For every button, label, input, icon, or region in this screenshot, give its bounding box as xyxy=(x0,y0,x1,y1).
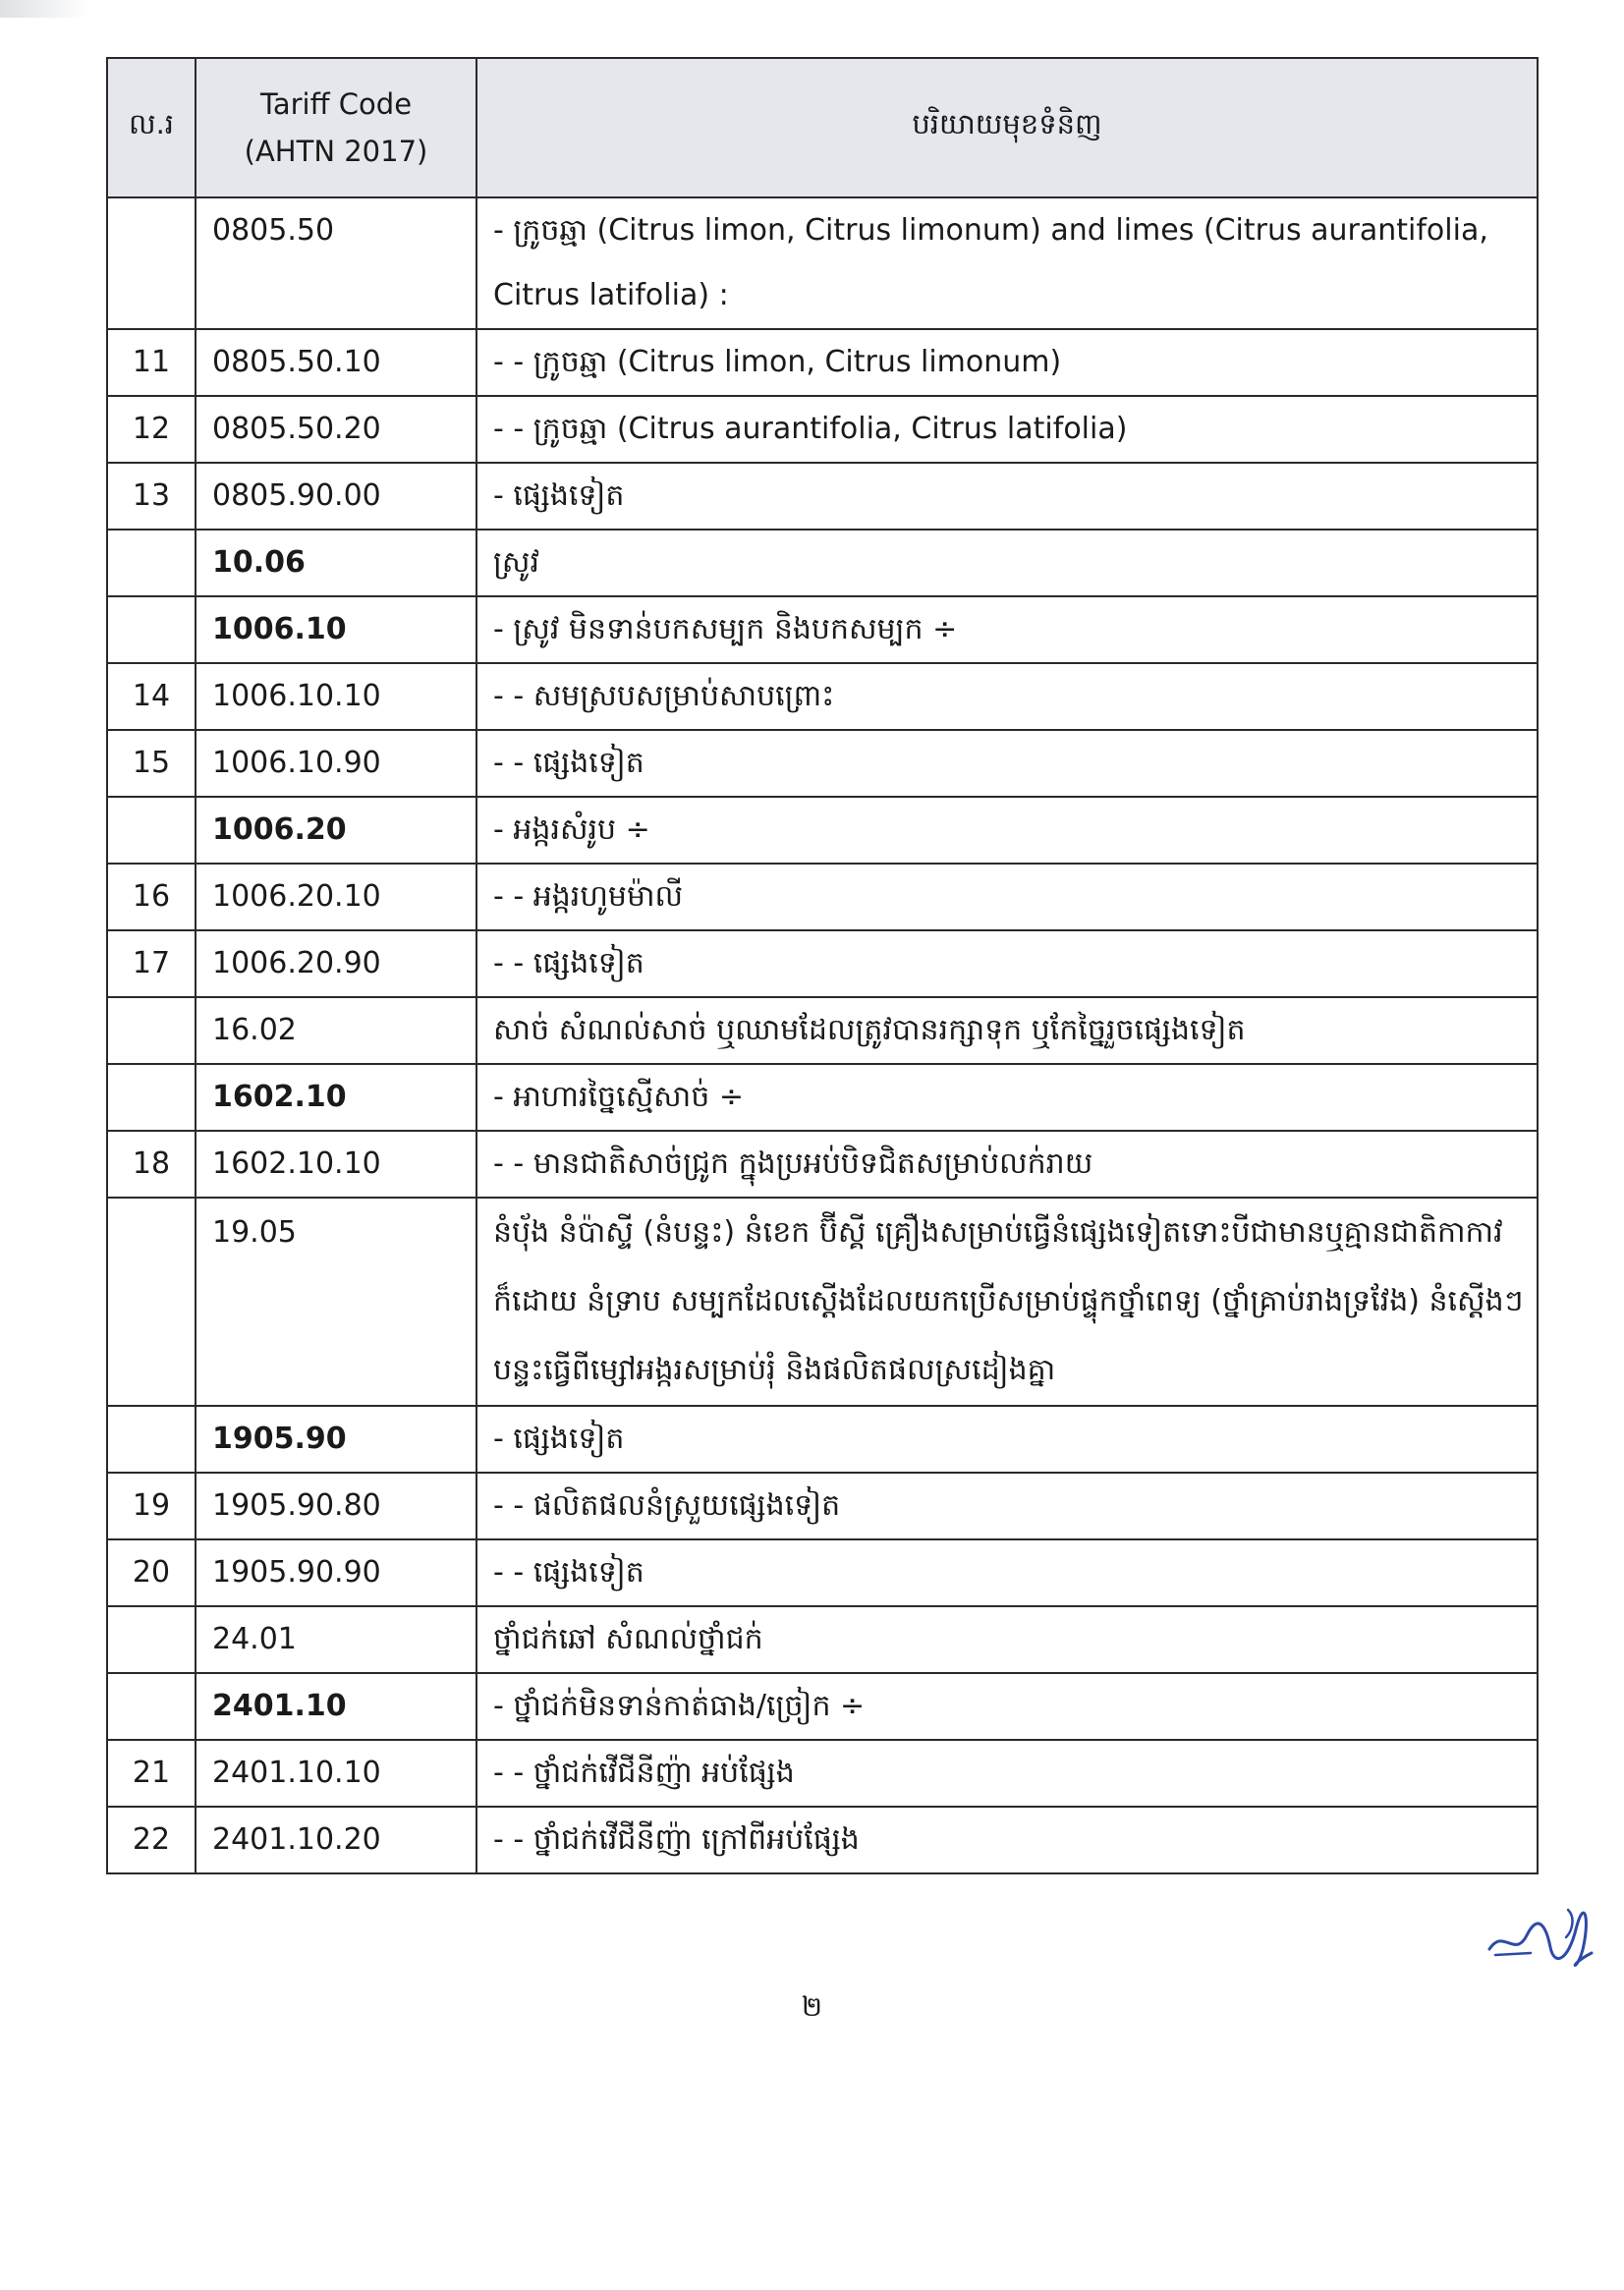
row-description: - - ផ្សេងទៀត xyxy=(476,1539,1538,1606)
row-no xyxy=(107,1606,196,1673)
table-row xyxy=(107,1406,1538,1473)
row-description: - ស្រូវ មិនទាន់បកសម្បក និងបកសម្បក ÷ xyxy=(476,596,1538,663)
row-code: 1905.90.80 xyxy=(196,1473,476,1539)
row-no: 13 xyxy=(107,463,196,530)
table-row xyxy=(107,329,1538,396)
table-row xyxy=(107,1473,1538,1539)
row-no: 18 xyxy=(107,1131,196,1198)
table-row xyxy=(107,1740,1538,1807)
row-code: 1602.10.10 xyxy=(196,1131,476,1198)
row-description: - ផ្សេងទៀត xyxy=(476,1406,1538,1473)
row-description: - អាហារច្នៃស្មើសាច់ ÷ xyxy=(476,1064,1538,1131)
scan-artifact xyxy=(0,0,88,18)
row-code: 19.05 xyxy=(196,1198,476,1406)
row-code: 10.06 xyxy=(196,530,476,596)
row-code: 1006.10.90 xyxy=(196,730,476,797)
table-row xyxy=(107,1198,1538,1406)
row-code: 1905.90 xyxy=(196,1406,476,1473)
row-no xyxy=(107,530,196,596)
handwritten-initials xyxy=(1482,1898,1599,1977)
table-header-row xyxy=(107,58,1538,197)
row-no xyxy=(107,197,196,329)
row-code: 0805.50.20 xyxy=(196,396,476,463)
row-code: 2401.10.20 xyxy=(196,1807,476,1873)
table-row xyxy=(107,596,1538,663)
header-no: ល.រ xyxy=(107,58,196,197)
table-row xyxy=(107,1606,1538,1673)
row-code: 16.02 xyxy=(196,997,476,1064)
row-no: 20 xyxy=(107,1539,196,1606)
row-description: - - ក្រូចឆ្មា (Citrus aurantifolia, Citrus latifolia) xyxy=(476,396,1538,463)
table-row xyxy=(107,864,1538,930)
row-description: - - សមស្របសម្រាប់សាបព្រោះ xyxy=(476,663,1538,730)
row-description: - - ផលិតផលនំស្រួយផ្សេងទៀត xyxy=(476,1473,1538,1539)
row-no: 17 xyxy=(107,930,196,997)
row-description: នំប៉័ង នំប៉ាស្ទី (នំបន្ទះ) នំខេក ប៊ីស្គី គ្រឿងសម្រាប់ធ្វើនំផ្សេងទៀតទោះបីជាមានឬគ្មានជាតិកាកាវក៏ដោយ នំទ្រាប សម្បកដែលស្តើងដែលយកប្រើសម្រាប់ផ្ទុកថ្នាំពេទ្យ (ថ្នាំគ្រាប់រាងទ្រវែង) នំស្តើងៗ បន្ទះធ្វើពីម្សៅអង្ករសម្រាប់រុំ និងផលិតផលស្រដៀងគ្នា xyxy=(476,1198,1538,1406)
row-description: សាច់ សំណល់សាច់ ឬឈាមដែលត្រូវបានរក្សាទុក ឬកែច្នៃរួចផ្សេងទៀត xyxy=(476,997,1538,1064)
header-tariff-code xyxy=(196,58,476,197)
table-row xyxy=(107,1539,1538,1606)
row-description: ថ្នាំជក់ឆៅ សំណល់ថ្នាំជក់ xyxy=(476,1606,1538,1673)
row-no xyxy=(107,596,196,663)
row-no: 15 xyxy=(107,730,196,797)
row-description: - - ថ្នាំជក់វើជីនីញ៉ា អប់ផ្សែង xyxy=(476,1740,1538,1807)
row-code: 0805.90.00 xyxy=(196,463,476,530)
row-description: - - ផ្សេងទៀត xyxy=(476,930,1538,997)
row-code: 1602.10 xyxy=(196,1064,476,1131)
row-description: ស្រូវ xyxy=(476,530,1538,596)
row-no: 21 xyxy=(107,1740,196,1807)
row-code: 24.01 xyxy=(196,1606,476,1673)
table-row xyxy=(107,930,1538,997)
row-no: 14 xyxy=(107,663,196,730)
row-no xyxy=(107,1198,196,1406)
tariff-table xyxy=(106,57,1539,1874)
row-no: 16 xyxy=(107,864,196,930)
row-description: - - ផ្សេងទៀត xyxy=(476,730,1538,797)
row-description: - - ក្រូចឆ្មា (Citrus limon, Citrus limonum) xyxy=(476,329,1538,396)
row-no xyxy=(107,1064,196,1131)
row-no xyxy=(107,997,196,1064)
header-code-line1: Tariff Code xyxy=(259,87,413,121)
table-row xyxy=(107,1807,1538,1873)
row-code: 1006.10 xyxy=(196,596,476,663)
row-description: - ថ្នាំជក់មិនទាន់កាត់ធាង/ច្រៀក ÷ xyxy=(476,1673,1538,1740)
row-code: 1006.20 xyxy=(196,797,476,864)
row-description: - - ថ្នាំជក់វើជីនីញ៉ា ក្រៅពីអប់ផ្សែង xyxy=(476,1807,1538,1873)
row-code: 2401.10 xyxy=(196,1673,476,1740)
table-row xyxy=(107,730,1538,797)
row-description: - - អង្ករហូមម៉ាលី xyxy=(476,864,1538,930)
row-description: - អង្ករសំរូប ÷ xyxy=(476,797,1538,864)
header-description: បរិយាយមុខទំនិញ xyxy=(476,58,1538,197)
page-number: ២ xyxy=(801,1990,823,2023)
row-no: 12 xyxy=(107,396,196,463)
row-code: 1006.20.10 xyxy=(196,864,476,930)
row-code: 1905.90.90 xyxy=(196,1539,476,1606)
row-no: 19 xyxy=(107,1473,196,1539)
header-code-line2: (AHTN 2017) xyxy=(244,135,428,168)
row-code: 1006.10.10 xyxy=(196,663,476,730)
table-row xyxy=(107,1064,1538,1131)
row-no: 11 xyxy=(107,329,196,396)
table-row xyxy=(107,396,1538,463)
row-code: 0805.50.10 xyxy=(196,329,476,396)
row-no xyxy=(107,1673,196,1740)
row-description: - ផ្សេងទៀត xyxy=(476,463,1538,530)
table-row xyxy=(107,530,1538,596)
row-description: - - មានជាតិសាច់ជ្រូក ក្នុងប្រអប់បិទជិតសម្រាប់លក់រាយ xyxy=(476,1131,1538,1198)
table-row xyxy=(107,797,1538,864)
row-code: 2401.10.10 xyxy=(196,1740,476,1807)
row-no xyxy=(107,1406,196,1473)
table-row xyxy=(107,997,1538,1064)
row-description: - ក្រូចឆ្មា (Citrus limon, Citrus limonum) and limes (Citrus aurantifolia, Citrus latifolia) : xyxy=(476,197,1538,329)
row-no xyxy=(107,797,196,864)
table-row xyxy=(107,463,1538,530)
row-code: 0805.50 xyxy=(196,197,476,329)
row-no: 22 xyxy=(107,1807,196,1873)
row-code: 1006.20.90 xyxy=(196,930,476,997)
table-row xyxy=(107,1673,1538,1740)
table-row xyxy=(107,663,1538,730)
table-row xyxy=(107,1131,1538,1198)
table-row xyxy=(107,197,1538,329)
